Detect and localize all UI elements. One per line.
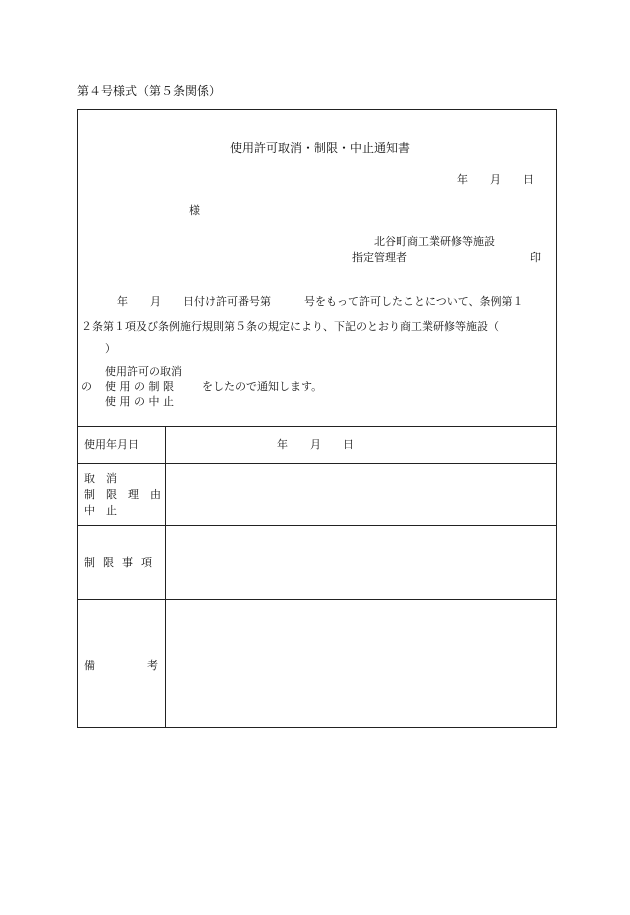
manager-title: 指定管理者 (352, 251, 407, 264)
option-suspend: 使 用 の 中 止 (105, 395, 174, 408)
restriction-value (166, 526, 556, 599)
reason-label (84, 471, 161, 519)
addressee-suffix: 様 (189, 204, 200, 217)
remarks-label (84, 658, 158, 674)
body-line-1: 年 月 日付け許可番号第 号をもって許可したことについて、条例第１ (117, 295, 524, 308)
usage-date-value: 年 月 日 (277, 438, 354, 451)
usage-date-label (84, 437, 158, 453)
option-cancel: 使用許可の取消 (105, 365, 182, 378)
reason-value (166, 464, 556, 525)
restriction-label-text: 制限事項 (84, 556, 160, 569)
date-line: 年 月 日 (457, 173, 534, 186)
reason-label-cancel: 取 消 (84, 472, 117, 485)
reason-label-suspend: 中 止 (84, 503, 117, 517)
option-prefix: の (81, 380, 92, 393)
body-line-3: ） (105, 342, 116, 355)
usage-date-label-text: 使用年月日 (84, 438, 139, 451)
remarks-label-first: 備 (84, 659, 95, 672)
notice-form (77, 109, 557, 728)
remarks-label-second: 考 (147, 659, 158, 672)
body-line-2: ２条第１項及び条例施行規則第５条の規定により、下記のとおり商工業研修等施設（ (81, 320, 499, 333)
form-number: 第４号様式（第５条関係） (77, 84, 222, 98)
facility-name: 北谷町商工業研修等施設 (374, 235, 495, 248)
restriction-label (84, 555, 158, 571)
seal-mark: 印 (530, 251, 541, 264)
notice-title: 使用許可取消・制限・中止通知書 (230, 141, 411, 155)
option-suffix: をしたので通知します。 (202, 380, 323, 393)
table-top-rule (78, 426, 556, 427)
reason-label-restrict: 制 限 理 由 (84, 487, 161, 501)
option-restrict: 使 用 の 制 限 (105, 380, 174, 393)
remarks-value (166, 600, 556, 728)
